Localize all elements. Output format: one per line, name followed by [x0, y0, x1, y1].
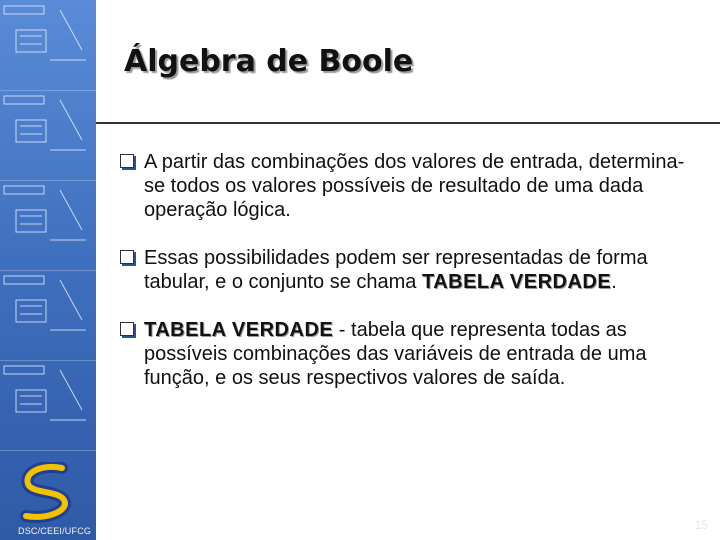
bullet-text: Essas possibilidades podem ser representadas de forma tabular, e o conjunto se chama — [144, 247, 648, 293]
slide-number: 15 — [694, 518, 708, 532]
blueprint-tile — [0, 360, 96, 451]
blueprint-tile — [0, 90, 96, 181]
slide-content — [96, 120, 720, 540]
bullet-text: - tabela que representa todas as possíveis combinações das variáveis de entrada de uma função, e os seus respectivos valores de saída. — [144, 319, 647, 389]
bullet-text: A partir das combinações dos valores de entrada, determina-se todos os valores possíveis de resultado de uma dada operação lógica. — [144, 151, 685, 221]
title-separator — [96, 122, 720, 124]
blueprint-tile — [0, 0, 96, 91]
checkbox-bullet-icon — [120, 322, 134, 336]
checkbox-bullet-icon — [120, 154, 134, 168]
blueprint-tile — [0, 180, 96, 271]
bullet-item — [120, 246, 700, 294]
bullet-text-end: . — [611, 271, 617, 293]
blueprint-tile — [0, 270, 96, 361]
highlight-term: TABELA VERDADE — [421, 271, 612, 293]
bullet-item — [120, 150, 700, 222]
highlight-term: TABELA VERDADE — [144, 319, 334, 341]
slide-title: Álgebra de Boole — [124, 44, 414, 79]
decorative-sidebar — [0, 0, 96, 540]
department-label: DSC/CEEI/UFCG — [18, 526, 92, 536]
university-logo-icon — [14, 462, 84, 526]
bullet-list — [120, 150, 700, 390]
checkbox-bullet-icon — [120, 250, 134, 264]
bullet-item — [120, 318, 700, 390]
